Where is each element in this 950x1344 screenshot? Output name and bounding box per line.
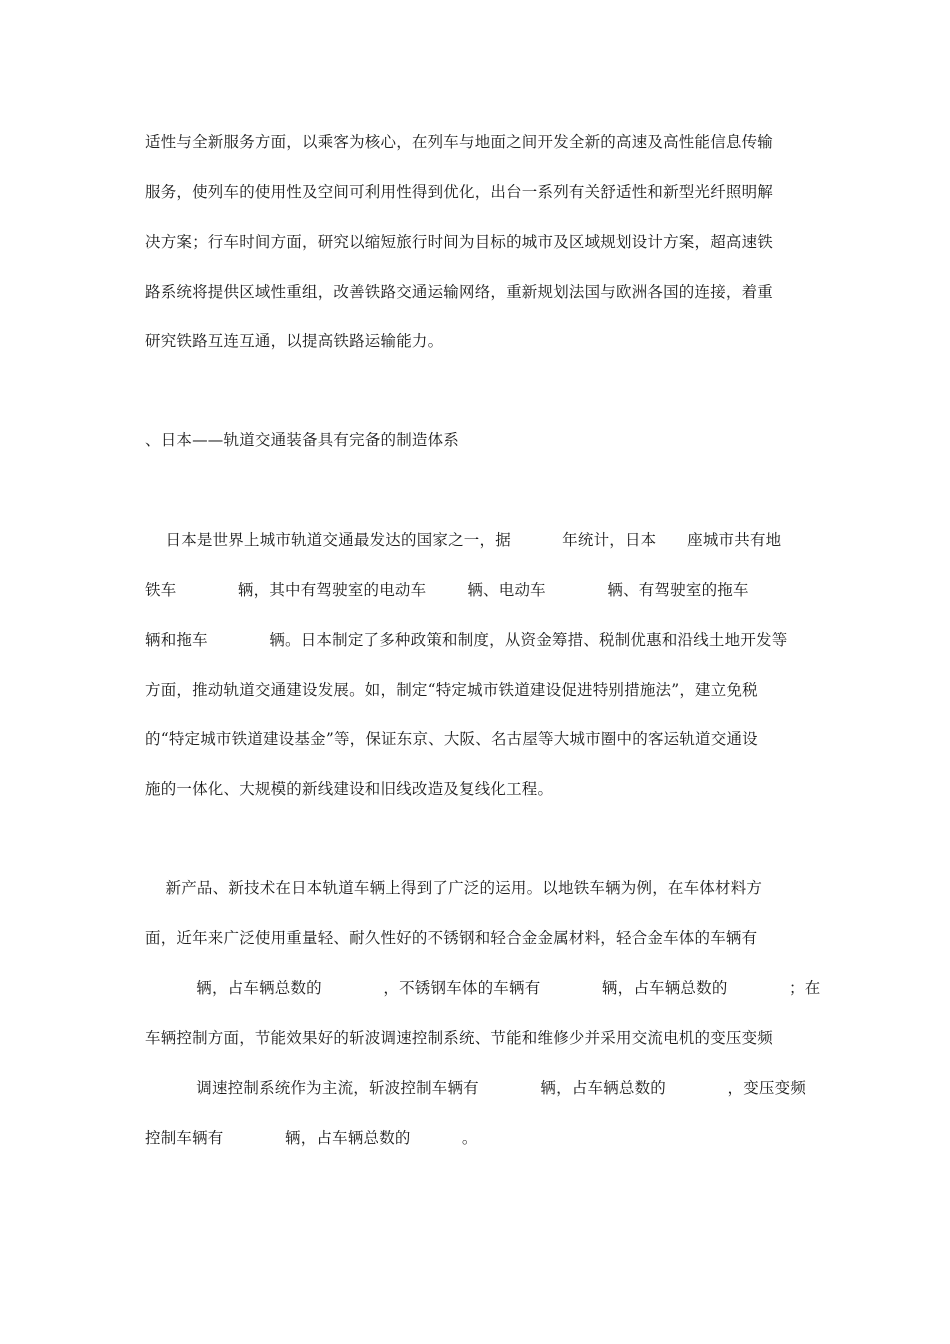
paragraph-3-line: 新产品、新技术在日本轨道车辆上得到了广泛的运用。以地铁车辆为例，在车体材料方	[145, 879, 763, 897]
paragraph-2-line: 施的一体化、大规模的新线建设和旧线改造及复线化工程。	[145, 780, 554, 798]
paragraph-3-line: 调速控制系统作为主流，斩波控制车辆有 辆，占车辆总数的 ，变压变频	[145, 1079, 807, 1097]
paragraph-1-line: 决方案；行车时间方面，研究以缩短旅行时间为目标的城市及区域规划设计方案，超高速铁	[145, 233, 774, 251]
paragraph-3-line: 控制车辆有 辆，占车辆总数的 。	[145, 1129, 478, 1147]
paragraph-2-line: 方面，推动轨道交通建设发展。如，制定“特定城市铁道建设促进特别措施法”，建立免税	[145, 681, 758, 699]
paragraph-1-line: 研究铁路互连互通，以提高铁路运输能力。	[145, 332, 444, 350]
section-heading: 、日本——轨道交通装备具有完备的制造体系	[145, 431, 460, 449]
paragraph-3-line: 车辆控制方面，节能效果好的斩波调速控制系统、节能和维修少并采用交流电机的变压变频	[145, 1029, 774, 1047]
paragraph-1-line: 路系统将提供区域性重组，改善铁路交通运输网络，重新规划法国与欧洲各国的连接，着重	[145, 283, 774, 301]
paragraph-3-line: 面，近年来广泛使用重量轻、耐久性好的不锈钢和轻合金金属材料，轻合金车体的车辆有	[145, 929, 758, 947]
paragraph-2-line: 日本是世界上城市轨道交通最发达的国家之一，据 年统计，日本 座城市共有地	[145, 531, 782, 549]
paragraph-1-line: 服务，使列车的使用性及空间可利用性得到优化，出台一系列有关舒适性和新型光纤照明解	[145, 183, 774, 201]
paragraph-3-line: 辆，占车辆总数的 ，不锈钢车体的车辆有 辆，占车辆总数的 ；在	[145, 979, 821, 997]
paragraph-2-line: 铁车 辆，其中有驾驶室的电动车 辆、电动车 辆、有驾驶室的拖车	[145, 581, 749, 599]
paragraph-1-line: 适性与全新服务方面，以乘客为核心，在列车与地面之间开发全新的高速及高性能信息传输	[145, 133, 774, 151]
paragraph-2-line: 的“特定城市铁道建设基金”等，保证东京、大阪、名古屋等大城市圈中的客运轨道交通设	[145, 730, 758, 748]
paragraph-2-line: 辆和拖车 辆。日本制定了多种政策和制度，从资金筹措、税制优惠和沿线土地开发等	[145, 631, 788, 649]
